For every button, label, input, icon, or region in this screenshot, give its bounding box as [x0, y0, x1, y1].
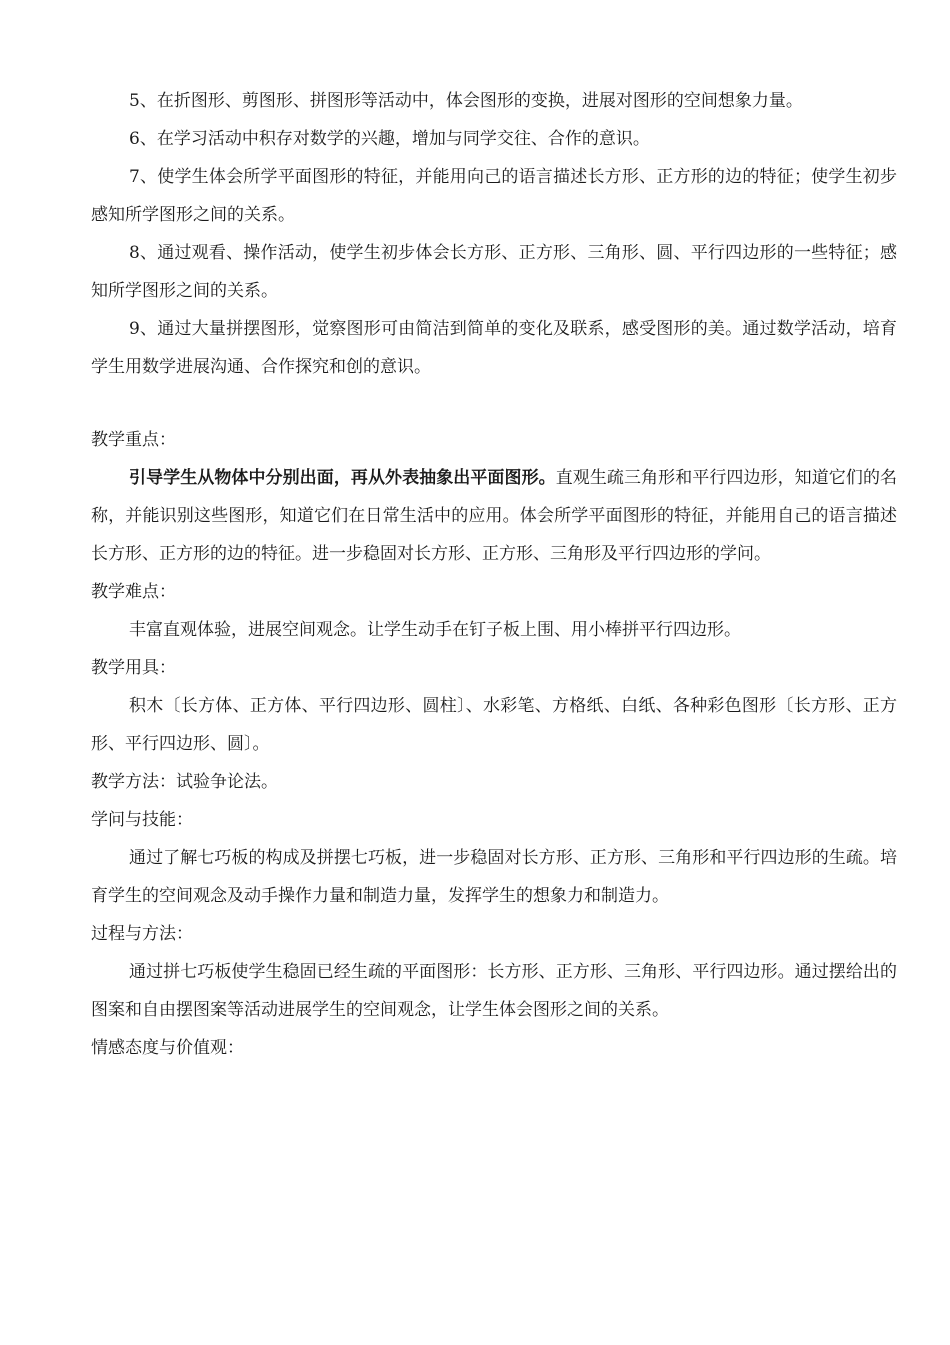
objective-5: 5、在折图形、剪图形、拼图形等活动中，体会图形的变换，进展对图形的空间想象力量。	[129, 91, 803, 111]
emotion-heading: 情感态度与价值观：	[91, 1038, 244, 1058]
objective-9: 9、通过大量拼摆图形，觉察图形可由简洁到简单的变化及联系，感受图形的美。通过数学活动，培育学生用数学进展沟通、合作探究和创的意识。	[91, 319, 897, 377]
knowledge-heading: 学问与技能：	[91, 810, 193, 830]
tools-heading: 教学用具：	[91, 658, 176, 678]
process-body: 通过拼七巧板使学生稳固已经生疏的平面图形：长方形、正方形、三角形、平行四边形。通过摆给出的图案和自由摆图案等活动进展学生的空间观念，让学生体会图形之间的关系。	[91, 962, 897, 1020]
process-heading: 过程与方法：	[91, 924, 193, 944]
objective-6: 6、在学习活动中积存对数学的兴趣，增加与同学交往、合作的意识。	[129, 129, 650, 149]
difficulties-body: 丰富直观体验，进展空间观念。让学生动手在钉子板上围、用小棒拼平行四边形。	[129, 620, 741, 640]
difficulties-heading: 教学难点：	[91, 582, 176, 602]
section-spacer	[91, 386, 897, 421]
tools-body: 积木〔长方体、正方体、平行四边形、圆柱〕、水彩笔、方格纸、白纸、各种彩色图形〔长方形、正方形、平行四边形、圆〕。	[91, 696, 897, 754]
knowledge-body: 通过了解七巧板的构成及拼摆七巧板，进一步稳固对长方形、正方形、三角形和平行四边形的生疏。培育学生的空间观念及动手操作力量和制造力量，发挥学生的想象力和制造力。	[91, 848, 897, 906]
key-points-paragraph	[91, 459, 897, 573]
objective-7: 7、使学生体会所学平面图形的特征，并能用向己的语言描述长方形、正方形的边的特征；使学生初步感知所学图形之间的关系。	[91, 167, 897, 225]
objective-8: 8、通过观看、操作活动，使学生初步体会长方形、正方形、三角形、圆、平行四边形的一些特征；感知所学图形之间的关系。	[91, 243, 897, 301]
method-line: 教学方法：试验争论法。	[91, 772, 278, 792]
key-points-heading: 教学重点：	[91, 430, 176, 450]
document-page	[91, 82, 897, 1067]
key-points-body: 直观生疏三角形和平行四边形，知道它们的名称，并能识别这些图形，知道它们在日常生活中的应用。体会所学平面图形的特征，并能用自己的语言描述长方形、正方形的边的特征。进一步稳固对长方形、正方形、三角形及平行四边形的学问。	[91, 468, 898, 564]
key-points-bold-lead: 引导学生从物体中分别出面，再从外表抽象出平面图形。	[129, 468, 556, 488]
